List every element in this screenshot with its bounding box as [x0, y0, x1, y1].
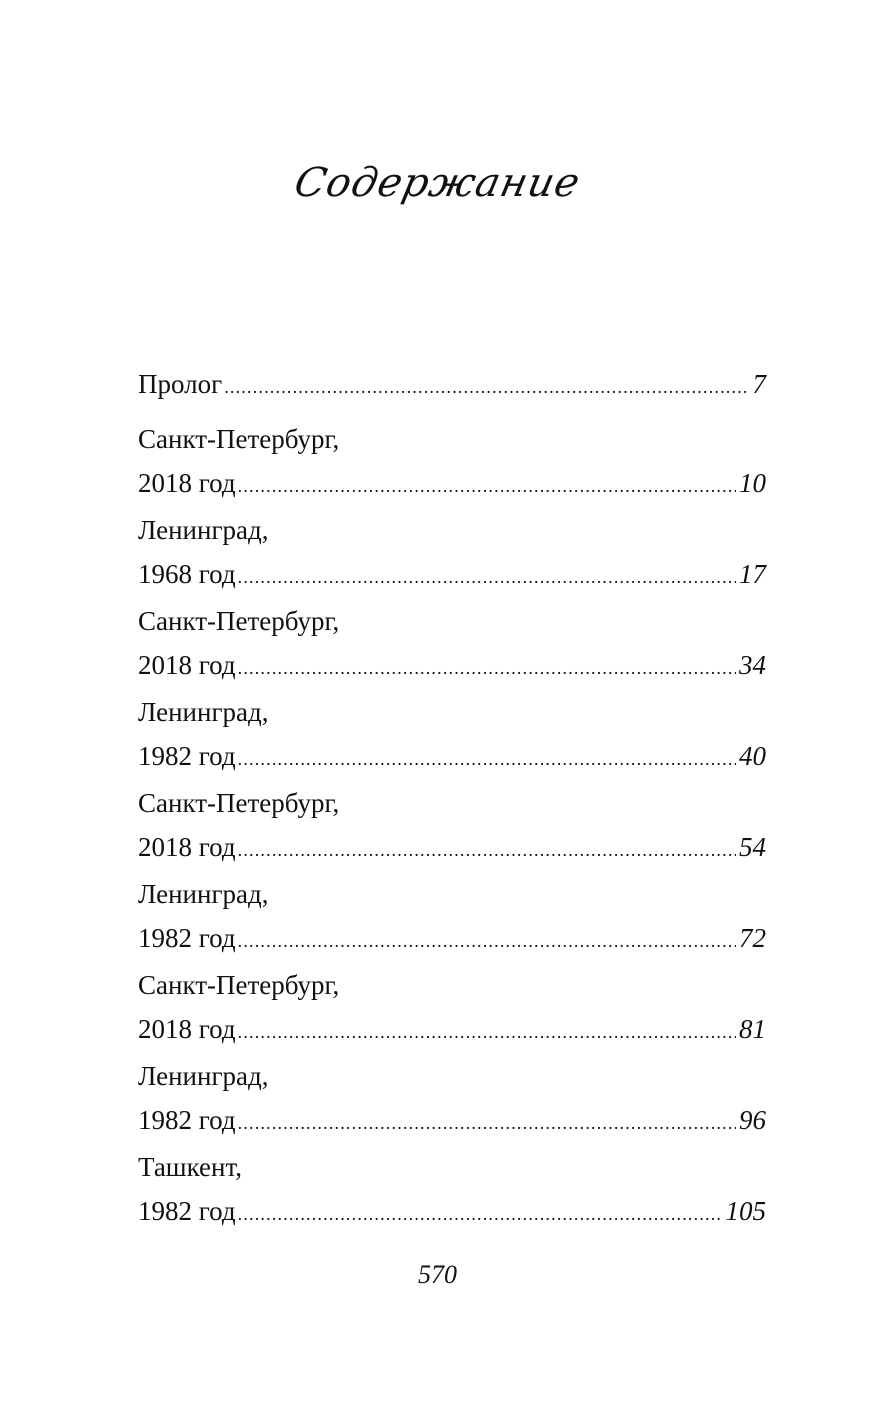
toc-place: Ленинград,	[138, 879, 269, 909]
toc-year: 1982 год	[138, 1196, 236, 1226]
toc-label: Пролог	[138, 369, 223, 399]
toc-line	[138, 916, 766, 963]
toc-place: Санкт-Петербург,	[138, 606, 340, 636]
table-of-contents	[138, 362, 766, 1236]
toc-entry	[138, 599, 766, 690]
toc-page-number: 10	[739, 468, 766, 498]
page-title: Содержание	[290, 160, 585, 206]
dot-leader	[238, 555, 736, 599]
toc-place: Санкт-Петербург,	[138, 788, 340, 818]
toc-place: Ленинград,	[138, 697, 269, 727]
toc-page-number: 40	[739, 741, 766, 771]
dot-leader	[238, 464, 736, 508]
toc-year: 2018 год	[138, 1014, 236, 1044]
toc-entry	[138, 508, 766, 599]
toc-line	[138, 825, 766, 872]
toc-line	[138, 552, 766, 599]
dot-leader	[238, 828, 736, 872]
toc-year: 1968 год	[138, 559, 236, 589]
toc-entry	[138, 963, 766, 1054]
toc-year: 2018 год	[138, 650, 236, 680]
toc-year: 1982 год	[138, 741, 236, 771]
dot-leader	[238, 1101, 736, 1145]
toc-page-number: 105	[725, 1196, 766, 1226]
toc-line	[138, 362, 766, 409]
toc-place: Ташкент,	[138, 1152, 242, 1182]
toc-year: 1982 год	[138, 1105, 236, 1135]
dot-leader	[238, 1192, 723, 1236]
toc-entry-prologue	[138, 362, 766, 409]
toc-line	[138, 1098, 766, 1145]
toc-year: 2018 год	[138, 468, 236, 498]
toc-line	[138, 1189, 766, 1236]
toc-entry	[138, 1145, 766, 1236]
toc-year: 1982 год	[138, 923, 236, 953]
toc-entry	[138, 690, 766, 781]
toc-page-number: 72	[739, 923, 766, 953]
toc-place: Санкт-Петербург,	[138, 970, 340, 1000]
dot-leader	[224, 365, 749, 409]
toc-line	[138, 1007, 766, 1054]
toc-year: 2018 год	[138, 832, 236, 862]
toc-place: Ленинград,	[138, 1061, 269, 1091]
dot-leader	[238, 919, 736, 963]
toc-entry	[138, 872, 766, 963]
dot-leader	[238, 646, 736, 690]
toc-page-number: 7	[752, 369, 766, 399]
toc-page-number: 96	[739, 1105, 766, 1135]
toc-place: Санкт-Петербург,	[138, 424, 340, 454]
toc-line	[138, 734, 766, 781]
toc-page-number: 34	[739, 650, 766, 680]
toc-page-number: 81	[739, 1014, 766, 1044]
toc-page-number: 54	[739, 832, 766, 862]
dot-leader	[238, 1010, 736, 1054]
toc-place: Ленинград,	[138, 515, 269, 545]
toc-line	[138, 643, 766, 690]
toc-entry	[138, 1054, 766, 1145]
dot-leader	[238, 737, 736, 781]
toc-line	[138, 461, 766, 508]
toc-page-number: 17	[739, 559, 766, 589]
toc-entry	[138, 781, 766, 872]
page-number: 570	[418, 1260, 457, 1289]
toc-entry	[138, 417, 766, 508]
